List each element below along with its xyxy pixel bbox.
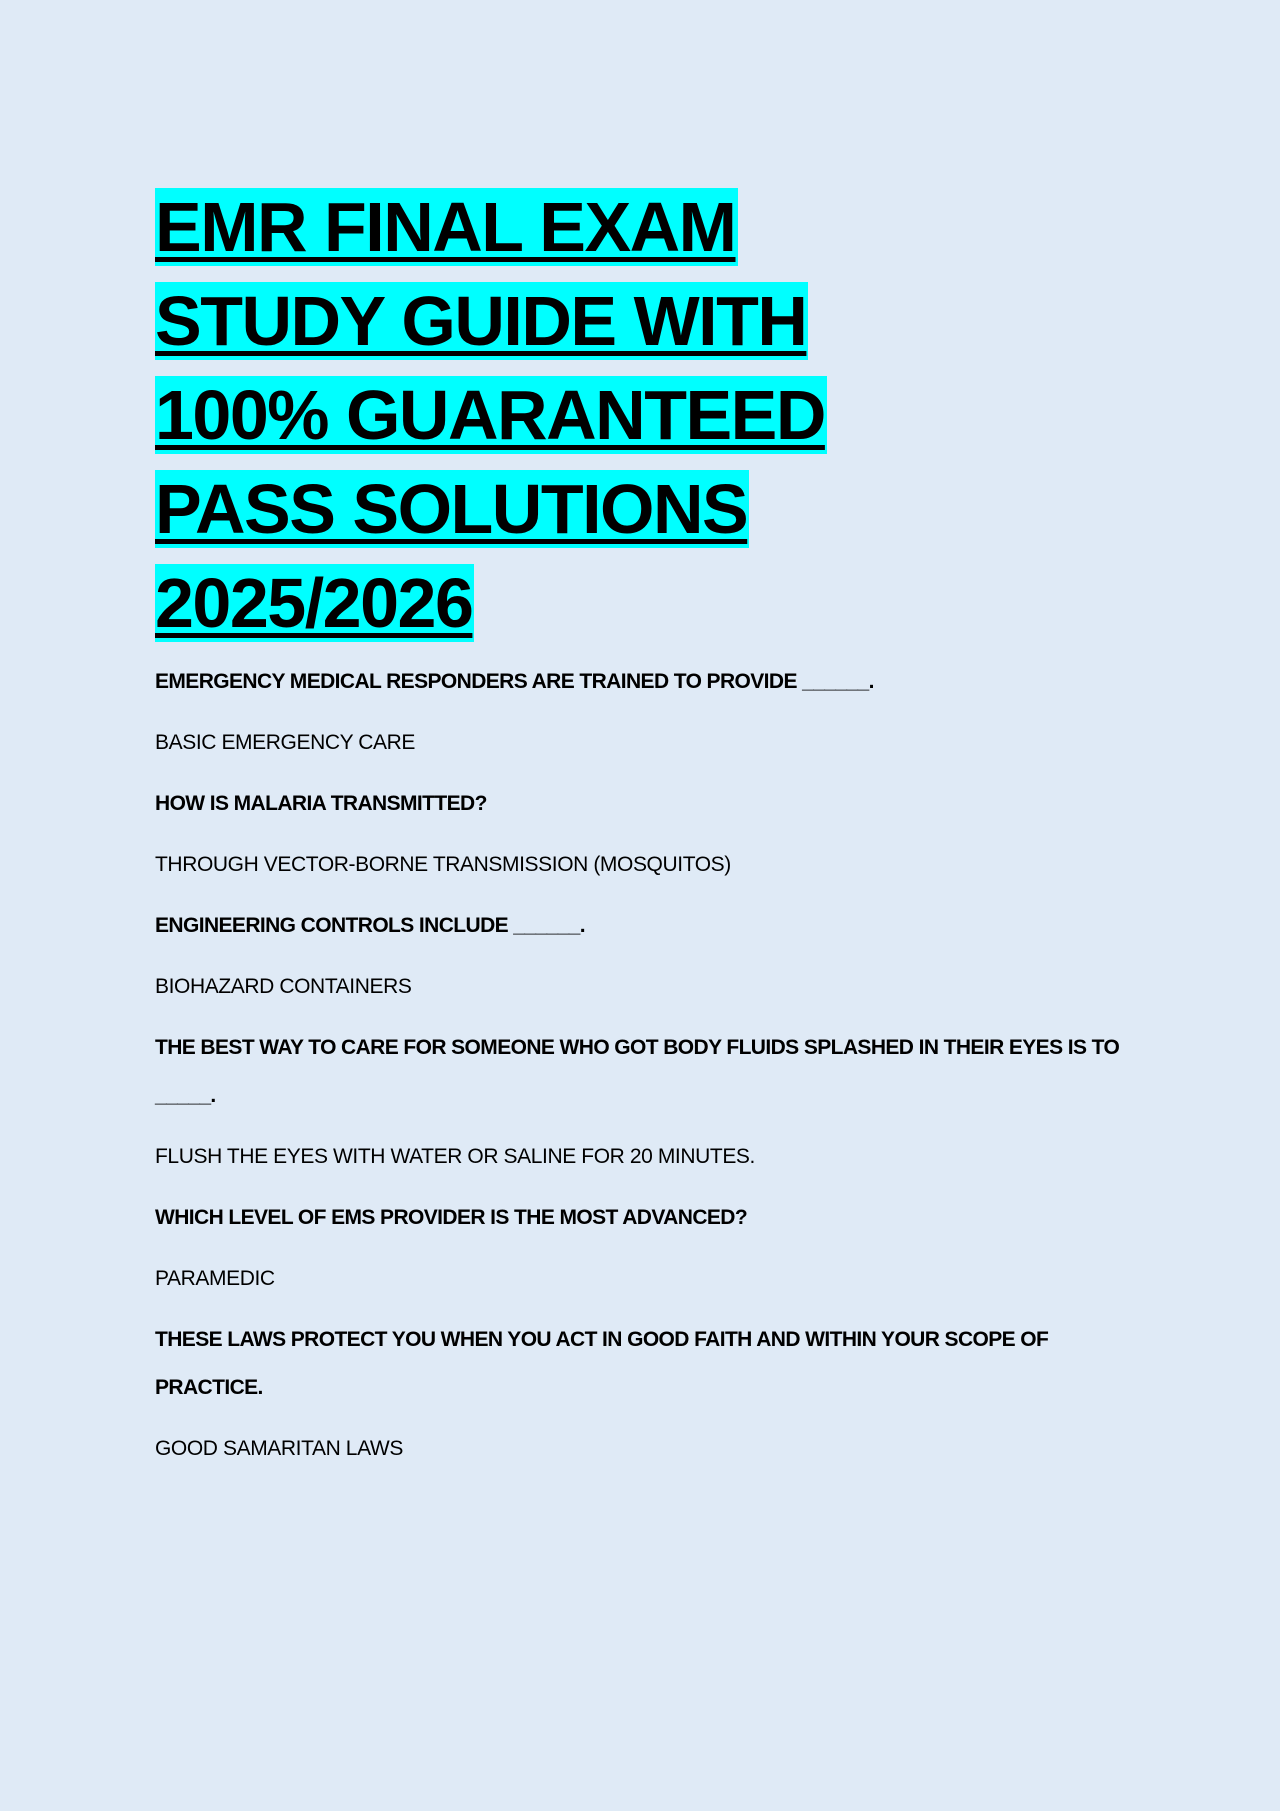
question-text: THE BEST WAY TO CARE FOR SOMEONE WHO GOT BODY FLUIDS SPLASHED IN THEIR EYES IS TO _____. xyxy=(155,1036,1120,1107)
answer-text: THROUGH VECTOR-BORNE TRANSMISSION (MOSQUITOS) xyxy=(155,853,731,876)
document-title-text: EMR FINAL EXAM STUDY GUIDE WITH 100% GUARANTEED PASS SOLUTIONS 2025/2026 xyxy=(155,188,825,642)
question-text: THESE LAWS PROTECT YOU WHEN YOU ACT IN GOOD FAITH AND WITHIN YOUR SCOPE OF PRACTICE. xyxy=(155,1328,1049,1399)
document-page xyxy=(155,180,1135,1460)
answer-text: BASIC EMERGENCY CARE xyxy=(155,731,416,754)
question-text: HOW IS MALARIA TRANSMITTED? xyxy=(155,792,487,815)
qa-item xyxy=(155,902,1135,999)
qa-item xyxy=(155,1194,1135,1291)
answer-text: BIOHAZARD CONTAINERS xyxy=(155,975,412,998)
qa-item xyxy=(155,780,1135,877)
qa-item xyxy=(155,1024,1135,1169)
answer-text: PARAMEDIC xyxy=(155,1267,275,1290)
qa-list xyxy=(155,658,1135,1486)
qa-item xyxy=(155,1316,1135,1461)
answer-text: FLUSH THE EYES WITH WATER OR SALINE FOR 20 MINUTES. xyxy=(155,1145,755,1168)
question-text: WHICH LEVEL OF EMS PROVIDER IS THE MOST ADVANCED? xyxy=(155,1206,748,1229)
qa-item xyxy=(155,658,1135,755)
question-text: ENGINEERING CONTROLS INCLUDE ______. xyxy=(155,914,585,937)
document-title xyxy=(155,180,975,650)
answer-text: GOOD SAMARITAN LAWS xyxy=(155,1437,403,1460)
question-text: EMERGENCY MEDICAL RESPONDERS ARE TRAINED TO PROVIDE ______. xyxy=(155,670,874,693)
